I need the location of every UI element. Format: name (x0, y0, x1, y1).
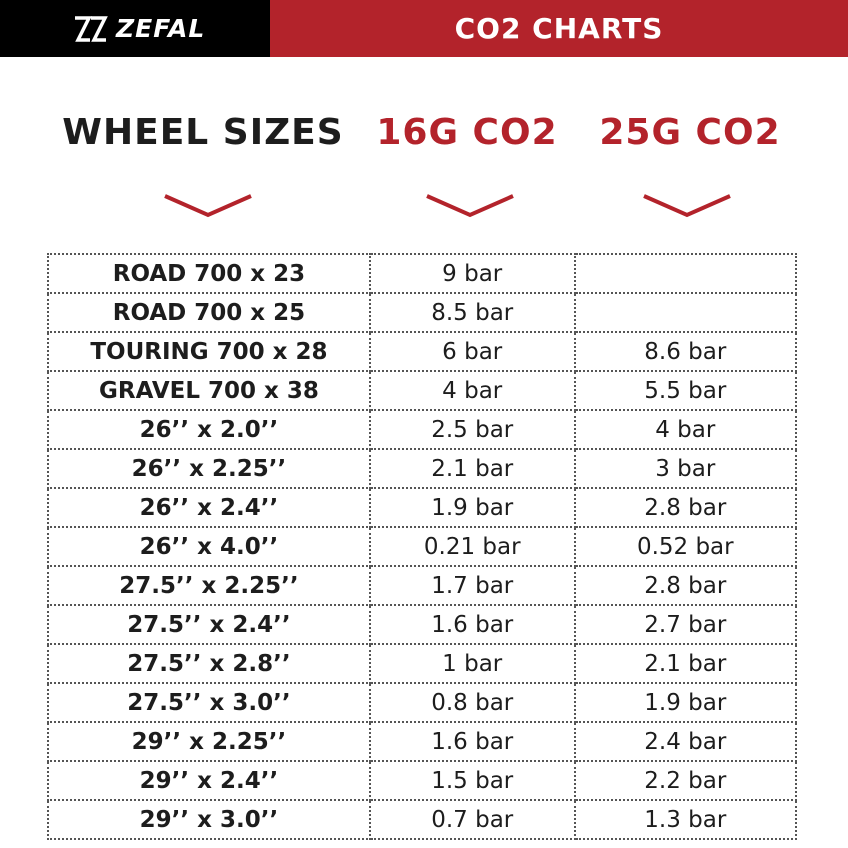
pressure-16g-cell: 1.7 bar (370, 566, 575, 605)
table-row (48, 254, 796, 293)
page-title-bar (270, 0, 848, 57)
wheel-size-cell: 26’’ x 4.0’’ (48, 527, 370, 566)
wheel-size-cell: GRAVEL 700 x 38 (48, 371, 370, 410)
pressure-16g-cell: 2.5 bar (370, 410, 575, 449)
chevron-down-icon (642, 192, 732, 218)
pressure-16g-cell: 0.8 bar (370, 683, 575, 722)
wheel-size-cell: 26’’ x 2.25’’ (48, 449, 370, 488)
pressure-25g-cell (575, 254, 796, 293)
pressure-16g-cell: 4 bar (370, 371, 575, 410)
table-row (48, 332, 796, 371)
pressure-25g-cell: 2.4 bar (575, 722, 796, 761)
table-row (48, 566, 796, 605)
wheel-size-cell: 29’’ x 2.4’’ (48, 761, 370, 800)
wheel-size-cell: 27.5’’ x 3.0’’ (48, 683, 370, 722)
pressure-25g-cell: 2.2 bar (575, 761, 796, 800)
brand-name: ZEFAL (116, 14, 206, 43)
chevron-down-icon (163, 192, 253, 218)
pressure-25g-cell: 2.7 bar (575, 605, 796, 644)
table-row (48, 293, 796, 332)
pressure-25g-cell: 2.8 bar (575, 488, 796, 527)
pressure-25g-cell (575, 293, 796, 332)
pressure-25g-cell: 3 bar (575, 449, 796, 488)
pressure-25g-cell: 1.9 bar (575, 683, 796, 722)
pressure-16g-cell: 1.6 bar (370, 605, 575, 644)
table-row (48, 488, 796, 527)
wheel-size-cell: 29’’ x 3.0’’ (48, 800, 370, 839)
table-row (48, 800, 796, 839)
pressure-16g-cell: 1 bar (370, 644, 575, 683)
wheel-size-cell: TOURING 700 x 28 (48, 332, 370, 371)
pressure-25g-cell: 8.6 bar (575, 332, 796, 371)
top-banner (0, 0, 848, 57)
pressure-16g-cell: 0.21 bar (370, 527, 575, 566)
table-row (48, 683, 796, 722)
table-row (48, 449, 796, 488)
table-row (48, 644, 796, 683)
wheel-size-cell: ROAD 700 x 25 (48, 293, 370, 332)
column-heading-25g: 25G CO2 (599, 112, 781, 153)
table-row (48, 527, 796, 566)
table-row (48, 761, 796, 800)
page-title: CO2 CHARTS (454, 12, 664, 45)
pressure-25g-cell: 4 bar (575, 410, 796, 449)
pressure-25g-cell: 2.8 bar (575, 566, 796, 605)
column-heading-16g: 16G CO2 (376, 112, 558, 153)
zefal-logo-icon (72, 15, 110, 43)
pressure-25g-cell: 2.1 bar (575, 644, 796, 683)
wheel-size-cell: 29’’ x 2.25’’ (48, 722, 370, 761)
wheel-size-cell: 26’’ x 2.4’’ (48, 488, 370, 527)
table-row (48, 722, 796, 761)
pressure-16g-cell: 1.9 bar (370, 488, 575, 527)
wheel-size-cell: 27.5’’ x 2.4’’ (48, 605, 370, 644)
pressure-16g-cell: 6 bar (370, 332, 575, 371)
table-row (48, 605, 796, 644)
pressure-25g-cell: 5.5 bar (575, 371, 796, 410)
pressure-16g-cell: 9 bar (370, 254, 575, 293)
column-heading-wheel-sizes: WHEEL SIZES (62, 112, 344, 153)
pressure-16g-cell: 1.6 bar (370, 722, 575, 761)
table-row (48, 410, 796, 449)
pressure-16g-cell: 1.5 bar (370, 761, 575, 800)
pressure-16g-cell: 0.7 bar (370, 800, 575, 839)
wheel-size-cell: ROAD 700 x 23 (48, 254, 370, 293)
brand-logo-area (0, 0, 270, 57)
co2-pressure-table (47, 253, 797, 840)
pressure-16g-cell: 2.1 bar (370, 449, 575, 488)
chevron-down-icon (425, 192, 515, 218)
pressure-25g-cell: 0.52 bar (575, 527, 796, 566)
wheel-size-cell: 26’’ x 2.0’’ (48, 410, 370, 449)
pressure-25g-cell: 1.3 bar (575, 800, 796, 839)
wheel-size-cell: 27.5’’ x 2.25’’ (48, 566, 370, 605)
pressure-16g-cell: 8.5 bar (370, 293, 575, 332)
table-row (48, 371, 796, 410)
wheel-size-cell: 27.5’’ x 2.8’’ (48, 644, 370, 683)
